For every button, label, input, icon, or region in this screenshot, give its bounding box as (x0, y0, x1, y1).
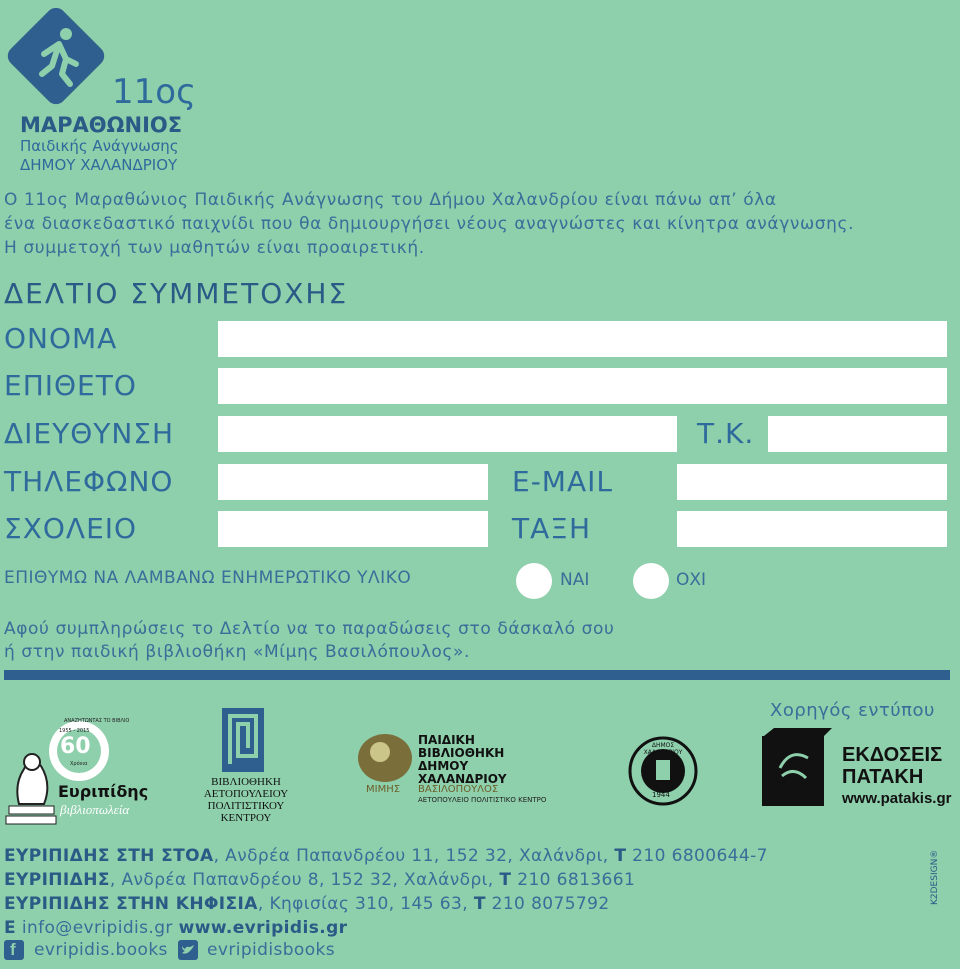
instructions-line-1: Αφού συμπληρώσεις το Δελτίο να το παραδώσεις στο δάσκαλό σου (4, 619, 615, 639)
logo-title: ΜΑΡΑΘΩΝΙΟΣ (20, 113, 183, 137)
library-line-2: ΑΕΤΟΠΟΥΛΕΙΟΥ (203, 788, 289, 800)
portrait-icon (356, 730, 414, 782)
contact-email[interactable]: info@evripidis.gr (16, 918, 179, 938)
email-label: E-MAIL (512, 465, 613, 498)
logo-edition: 11ος (112, 72, 197, 112)
address-3-name: ΕΥΡΙΠΙΔΗΣ ΣΤΗΝ ΚΗΦΙΣΙΑ (4, 894, 258, 914)
address-2-name: ΕΥΡΙΠΙΔΗΣ (4, 870, 110, 890)
address-1-phone: 210 6800644-7 (626, 846, 768, 866)
optin-label: ΕΠΙΘΥΜΩ ΝΑ ΛΑΜΒΑΝΩ ΕΝΗΜΕΡΩΤΙΚΟ ΥΛΙΚΟ (4, 568, 412, 588)
badge-arc: ΑΝΑΖΗΤΩΝΤΑΣ ΤΟ ΒΙΒΛΙΟ (64, 718, 130, 724)
evripidis-name: Ευριπίδης (58, 782, 149, 801)
logo-subtitle-1: Παιδικής Ανάγνωσης (20, 137, 179, 155)
evripidis-logo (4, 716, 149, 826)
surname-field[interactable] (218, 368, 947, 404)
badge-number: 60 (60, 734, 91, 759)
address-label: ΔΙΕΥΘΥΝΣΗ (4, 417, 175, 450)
intro-line-2: ένα διασκεδαστικό παιχνίδι που θα δημιουργήσει νέους αναγνώστες και κίνητρα ανάγνωσης. (4, 214, 855, 234)
intro-line-3: Η συμμετοχή των μαθητών είναι προαιρετική. (4, 238, 425, 258)
design-credit: K2DESIGN® (930, 849, 940, 905)
optin-no-label: ΟΧΙ (676, 570, 707, 590)
library-logo (196, 708, 296, 828)
name-field[interactable] (218, 321, 947, 357)
contact-web[interactable]: www.evripidis.gr (178, 918, 348, 938)
facebook-handle[interactable]: evripidis.books (34, 940, 168, 960)
address-line-2 (4, 870, 635, 890)
kids-line-6: ΑΕΤΟΠΟΥΛΕΙΟ ΠΟΛΙΤΙΣΤΙΚΟ ΚΕΝΤΡΟ (418, 796, 547, 804)
library-line-1: ΒΙΒΛΙΟΘΗΚΗ (211, 776, 281, 788)
form-heading: ΔΕΛΤΙΟ ΣΥΜΜΕΤΟΧΗΣ (4, 277, 349, 310)
class-field[interactable] (677, 511, 947, 547)
phone-label: ΤΗΛΕΦΩΝΟ (4, 465, 174, 498)
address-3-t: Τ (473, 894, 486, 914)
address-field[interactable] (218, 416, 677, 452)
municipality-seal (628, 736, 698, 806)
kids-line-1: ΠΑΙΔΙΚΗ (418, 733, 475, 747)
zip-label: Τ.Κ. (697, 417, 755, 450)
patakis-line-2: ΠΑΤΑΚΗ (842, 766, 924, 788)
name-label: ΟΝΟΜΑ (4, 322, 118, 355)
address-line-1 (4, 846, 768, 866)
address-3-phone: 210 8075792 (485, 894, 610, 914)
meander-icon (222, 708, 264, 772)
address-line-3 (4, 894, 610, 914)
contact-line (4, 918, 347, 938)
address-1-text: , Ανδρέα Παπανδρέου 11, 152 32, Χαλάνδρι, (213, 846, 615, 866)
address-1-t: Τ (614, 846, 627, 866)
sponsor-label: Χορηγός εντύπου (770, 700, 935, 721)
kids-line-5b: ΒΑΣΙΛΟΠΟΥΛΟΣ (418, 784, 499, 795)
kids-library-logo (356, 730, 576, 810)
library-line-4: ΚΕΝΤΡΟΥ (220, 812, 272, 824)
intro-line-1: Ο 11ος Μαραθώνιος Παιδικής Ανάγνωσης του Δήμου Χαλανδρίου είναι πάνω απ’ όλα (4, 190, 777, 210)
books-icon (760, 728, 834, 810)
address-1-name: ΕΥΡΙΠΙΔΗΣ ΣΤΗ ΣΤΟΑ (4, 846, 214, 866)
optin-yes-radio[interactable] (516, 563, 552, 599)
optin-yes-label: ΝΑΙ (560, 570, 590, 590)
address-2-t: Τ (499, 870, 512, 890)
library-line-3: ΠΟΛΙΤΙΣΤΙΚΟΥ (207, 800, 285, 812)
kids-line-3: ΔΗΜΟΥ (418, 759, 469, 773)
divider-bar (4, 670, 950, 680)
surname-label: ΕΠΙΘΕΤΟ (4, 369, 137, 402)
patakis-line-1: ΕΚΔΟΣΕΙΣ (842, 744, 943, 766)
kids-line-5a: ΜΙΜΗΣ (366, 784, 401, 795)
contact-e: E (4, 918, 17, 938)
runner-logo-icon (4, 4, 108, 108)
school-label: ΣΧΟΛΕΙΟ (4, 512, 138, 545)
patakis-url: www.patakis.gr (842, 790, 952, 807)
email-field[interactable] (677, 464, 947, 500)
optin-no-radio[interactable] (633, 563, 669, 599)
address-2-phone: 210 6813661 (511, 870, 636, 890)
instructions-line-2: ή στην παιδική βιβλιοθήκη «Μίμης Βασιλόπουλος». (4, 642, 471, 662)
badge-chronia: Χρόνια (70, 761, 88, 767)
class-label: ΤΑΞΗ (512, 512, 592, 545)
twitter-icon[interactable] (178, 940, 198, 960)
zip-field[interactable] (768, 416, 947, 452)
evripidis-sub: βιβλιοπωλεία (60, 802, 130, 817)
facebook-icon[interactable]: f (4, 940, 24, 960)
badge-years: 1955 - 2015 (59, 728, 90, 734)
twitter-handle[interactable]: evripidisbooks (207, 940, 336, 960)
address-2-text: , Ανδρέα Παπανδρέου 8, 152 32, Χαλάνδρι, (109, 870, 500, 890)
school-field[interactable] (218, 511, 488, 547)
logo-subtitle-2: ΔΗΜΟΥ ΧΑΛΑΝΔΡΙΟΥ (20, 156, 178, 174)
intro-text (4, 188, 854, 260)
phone-field[interactable] (218, 464, 488, 500)
address-3-text: , Κηφισίας 310, 145 63, (257, 894, 474, 914)
instructions-text (4, 618, 614, 664)
seal-text: ΔΗΜΟΣ ΧΑΛΑΝΔΡΙΟΥ (643, 742, 683, 756)
seal-year: 1944 (652, 791, 670, 799)
kids-line-4: ΧΑΛΑΝΔΡΙΟΥ (418, 772, 507, 786)
kids-line-2: ΒΙΒΛΙΟΘΗΚΗ (418, 746, 505, 760)
patakis-logo (760, 728, 950, 812)
